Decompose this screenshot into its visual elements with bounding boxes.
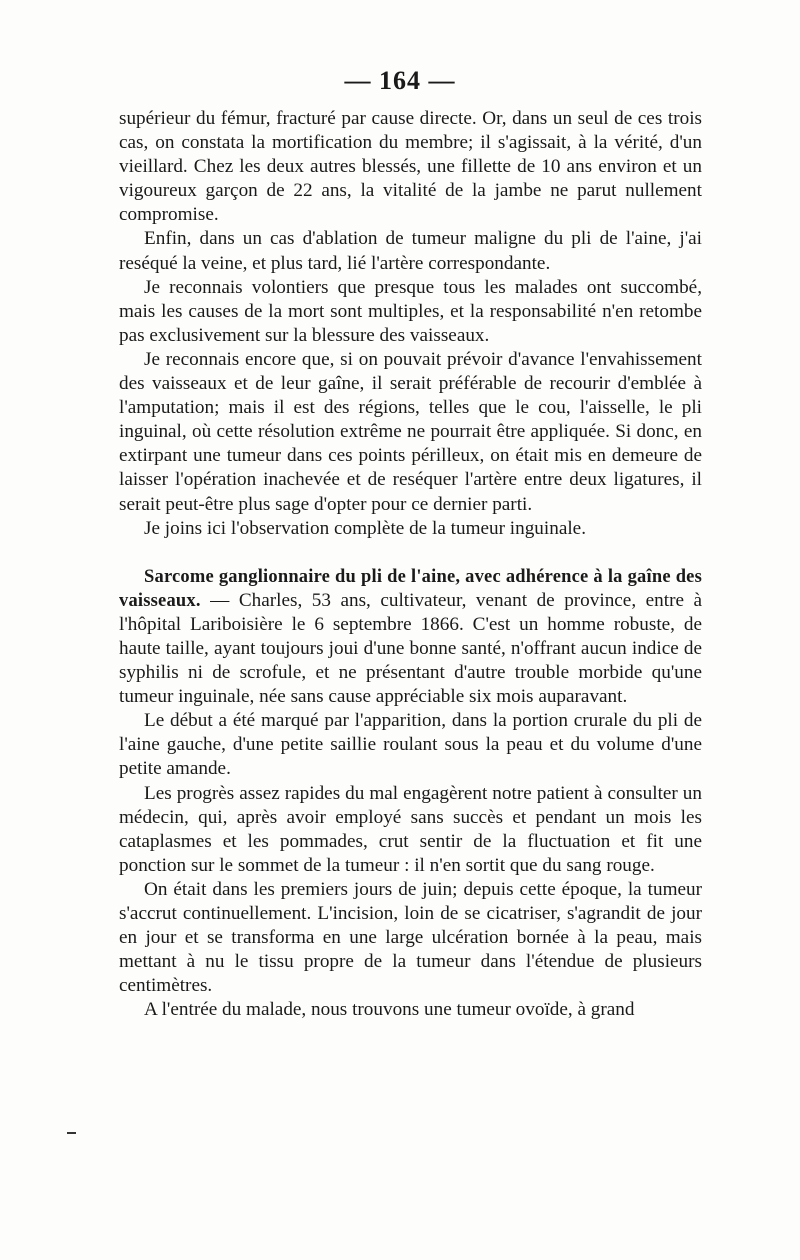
paragraph-succombe: Je reconnais volontiers que presque tous les malades ont succombé, mais les causes de la mort sont multiples, et la responsabilité n'en retombe pas exclusivement sur la blessure des vaisseaux. <box>119 276 702 346</box>
margin-mark <box>67 1132 76 1134</box>
paragraph-entree: A l'entrée du malade, nous trouvons une tumeur ovoïde, à grand <box>144 999 635 1021</box>
observation-heading-paragraph <box>119 565 702 710</box>
paragraph-debut: Le début a été marqué par l'apparition, dans la portion crurale du pli de l'aine gauche, d'une petite saillie roulant sous la peau et du volume d'une petite amande. <box>119 710 702 780</box>
body-text <box>119 107 702 1022</box>
paragraph-progres: Les progrès assez rapides du mal engagèrent notre patient à consulter un médecin, qui, après avoir employé sans succès et pendant un mois les cataplasmes et les pommades, crut sentir de la fluctuation et fit une ponction sur le sommet de la tumeur : il n'en sortit que du sang rouge. <box>119 782 702 876</box>
page-number: — 164 — <box>344 66 456 95</box>
paragraph-ablation: Enfin, dans un cas d'ablation de tumeur maligne du pli de l'aine, j'ai reséqué la veine, et plus tard, lié l'artère correspondante. <box>119 228 702 274</box>
paragraph-continuation: supérieur du fémur, fracturé par cause directe. Or, dans un seul de ces trois cas, on constata la mortification du membre; il s'agissait, à la vérité, d'un vieillard. Chez les deux autres blessés, une fillette de 10 ans environ et un vigoureux garçon de 22 ans, la vitalité de la jambe ne parut nullement compromise. <box>119 108 702 226</box>
observation-title: Sarcome ganglionnaire du pli de l'aine, avec adhérence à la gaîne des vaisseaux. <box>119 566 702 611</box>
paragraph-observation-intro: Je joins ici l'observation complète de la tumeur inguinale. <box>144 517 586 539</box>
paragraph-envahissement: Je reconnais encore que, si on pouvait prévoir d'avance l'envahissement des vaisseaux et de leur gaîne, il serait préférable de recourir d'emblée à l'amputation; mais il est des régions, telles que le cou, l'aisselle, le pli inguinal, où cette résolution extrême ne pourrait être appliquée. Si donc, en extirpant une tumeur dans ces points périlleux, on était mis en demeure de laisser l'opération inachevée et de reséquer l'artère entre deux ligatures, il serait peut-être plus sage d'opter pour ce dernier parti. <box>119 348 702 515</box>
observation-intro: — Charles, 53 ans, cultivateur, venant de province, entre à l'hôpital Lariboisière le 6 septembre 1866. C'est un homme robuste, de haute taille, ayant toujours joui d'une bonne santé, n'offrant aucun indice de syphilis ni de scrofule, et ne présentant d'autre trouble morbide qu'une tumeur inguinale, née sans cause appréciable six mois auparavant. <box>119 589 702 708</box>
paragraph-juin: On était dans les premiers jours de juin; depuis cette époque, la tumeur s'accrut continuellement. L'incision, loin de se cicatriser, s'agrandit de jour en jour et se transforma en une large ulcération bornée à la peau, mais mettant à nu le tissu propre de la tumeur dans l'étendue de plusieurs centimètres. <box>119 878 702 997</box>
